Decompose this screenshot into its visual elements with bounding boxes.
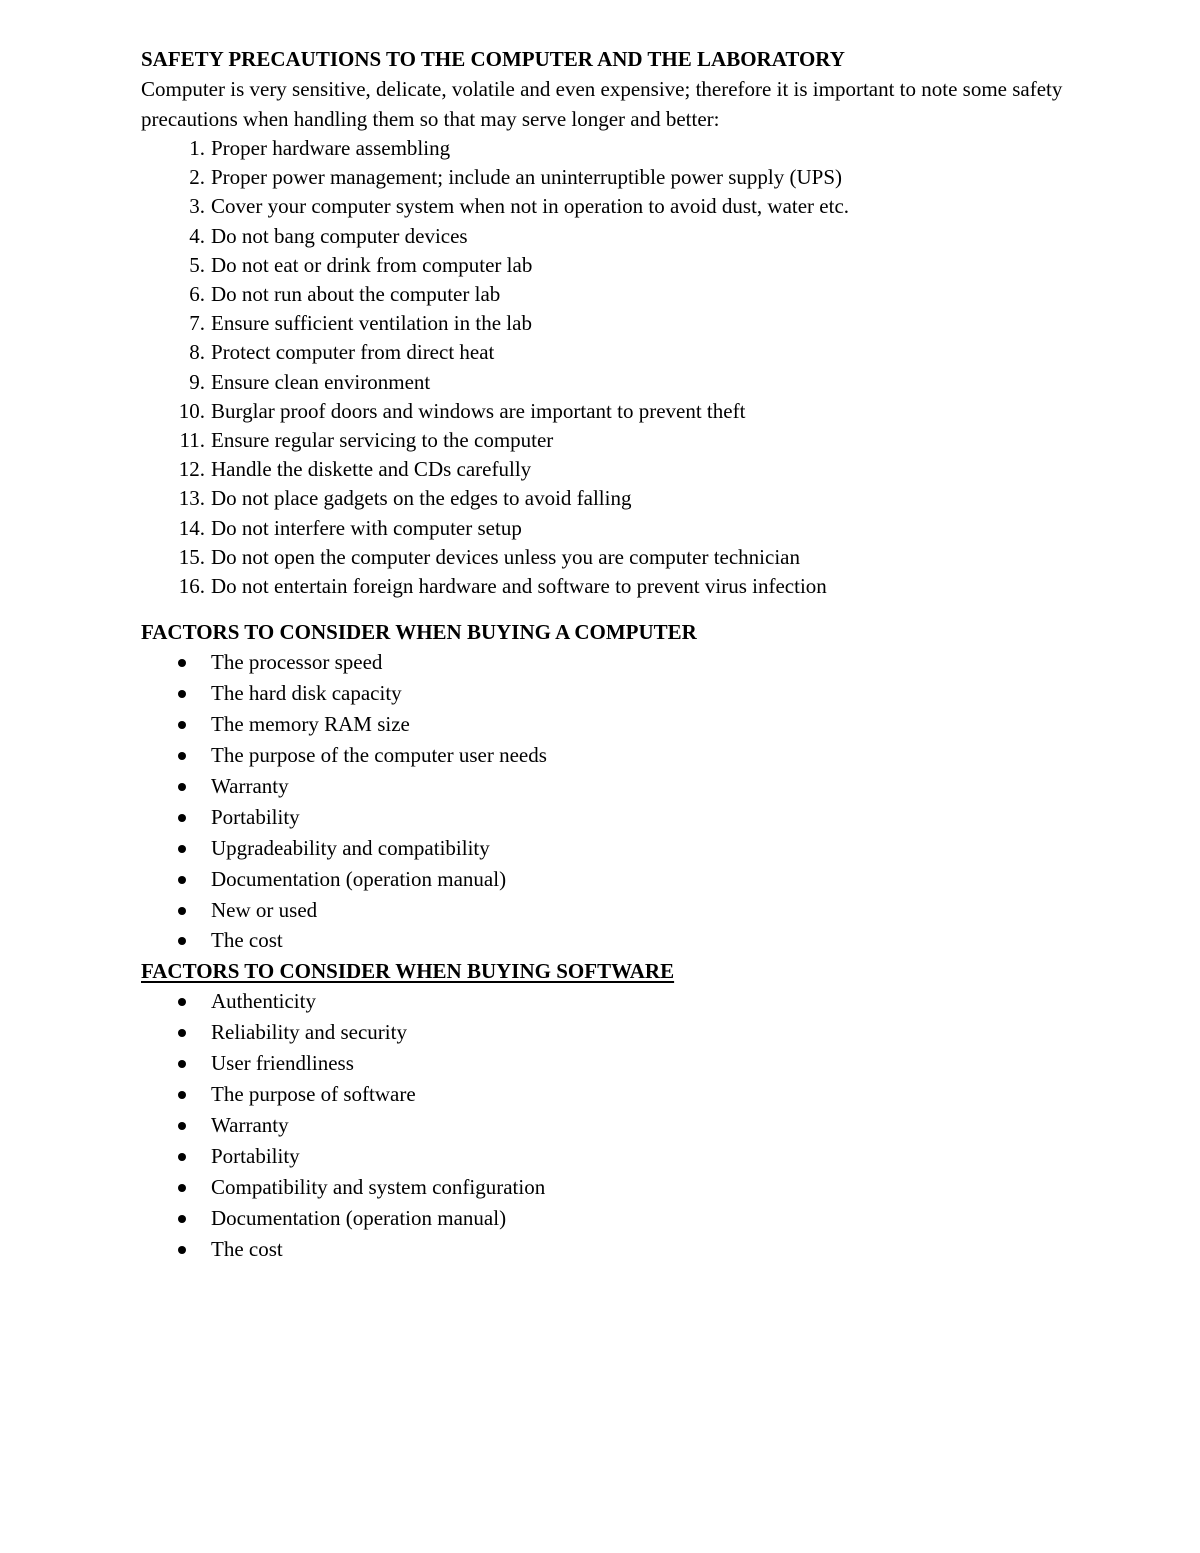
list-item: 12. Handle the diskette and CDs carefully	[178, 457, 532, 482]
list-item: Documentation (operation manual)	[141, 1203, 1141, 1234]
bullet-icon	[178, 752, 186, 760]
list-item: Upgradeability and compatibility	[141, 833, 1141, 864]
list-item: 15. Do not open the computer devices unless you are computer technician	[178, 544, 800, 569]
list-item: Authenticity	[141, 986, 1141, 1017]
list-item: 5. Do not eat or drink from computer lab	[189, 252, 533, 277]
bullet-icon	[178, 876, 186, 884]
list-item: The purpose of software	[141, 1079, 1141, 1110]
safety-heading: SAFETY PRECAUTIONS TO THE COMPUTER AND THE LABORATORY	[141, 47, 845, 71]
bullet-icon	[178, 1091, 186, 1099]
list-item: Portability	[141, 802, 1141, 833]
list-item: Portability	[141, 1141, 1141, 1172]
list-item: Reliability and security	[141, 1017, 1141, 1048]
list-item: The memory RAM size	[141, 709, 1141, 740]
list-item: Documentation (operation manual)	[141, 864, 1141, 895]
list-item: 2. Proper power management; include an uninterruptible power supply (UPS)	[189, 165, 843, 190]
bullet-icon	[178, 937, 186, 945]
list-item: 14. Do not interfere with computer setup	[178, 515, 522, 540]
list-item: 4. Do not bang computer devices	[189, 223, 468, 248]
bullet-icon	[178, 1122, 186, 1130]
list-item: 16. Do not entertain foreign hardware and software to prevent virus infection	[178, 574, 827, 599]
list-item: 7. Ensure sufficient ventilation in the lab	[189, 311, 532, 336]
list-item: 13. Do not place gadgets on the edges to avoid falling	[178, 486, 632, 511]
list-item: User friendliness	[141, 1048, 1141, 1079]
bullet-icon	[178, 907, 186, 915]
computer-factors-list	[141, 647, 1141, 956]
bullet-icon	[178, 1153, 186, 1161]
list-item: The cost	[141, 1234, 1141, 1265]
list-item: 1. Proper hardware assembling	[189, 136, 451, 160]
list-item: 3. Cover your computer system when not in operation to avoid dust, water etc.	[189, 194, 850, 219]
bullet-icon	[178, 814, 186, 822]
software-factors-list	[141, 986, 1141, 1264]
list-item: 10. Burglar proof doors and windows are important to prevent theft	[178, 398, 746, 423]
bullet-icon	[178, 1184, 186, 1192]
list-item: 6. Do not run about the computer lab	[189, 282, 501, 307]
bullet-icon	[178, 1215, 186, 1223]
bullet-icon	[178, 845, 186, 853]
bullet-icon	[178, 690, 186, 698]
list-item: Compatibility and system configuration	[141, 1172, 1141, 1203]
bullet-icon	[178, 998, 186, 1006]
safety-intro: Computer is very sensitive, delicate, volatile and even expensive; therefore it is important to note some safety precautions when handling them so that may serve longer and better:	[141, 77, 1063, 131]
list-item: 9. Ensure clean environment	[189, 369, 431, 394]
list-item: The cost	[141, 925, 1141, 956]
bullet-icon	[178, 721, 186, 729]
list-item: Warranty	[141, 771, 1141, 802]
software-factors-heading: FACTORS TO CONSIDER WHEN BUYING SOFTWARE	[141, 959, 675, 984]
list-item: 11. Ensure regular servicing to the computer	[179, 428, 554, 453]
safety-list	[141, 134, 1141, 601]
list-item: 8. Protect computer from direct heat	[189, 340, 495, 365]
list-item: Warranty	[141, 1110, 1141, 1141]
bullet-icon	[178, 1060, 186, 1068]
bullet-icon	[178, 659, 186, 667]
list-item: New or used	[141, 895, 1141, 926]
list-item: The processor speed	[141, 647, 1141, 678]
bullet-icon	[178, 1029, 186, 1037]
computer-factors-heading: FACTORS TO CONSIDER WHEN BUYING A COMPUTER	[141, 620, 697, 645]
document-page	[141, 44, 1141, 1264]
bullet-icon	[178, 783, 186, 791]
list-item: The hard disk capacity	[141, 678, 1141, 709]
list-item: The purpose of the computer user needs	[141, 740, 1141, 771]
bullet-icon	[178, 1246, 186, 1254]
